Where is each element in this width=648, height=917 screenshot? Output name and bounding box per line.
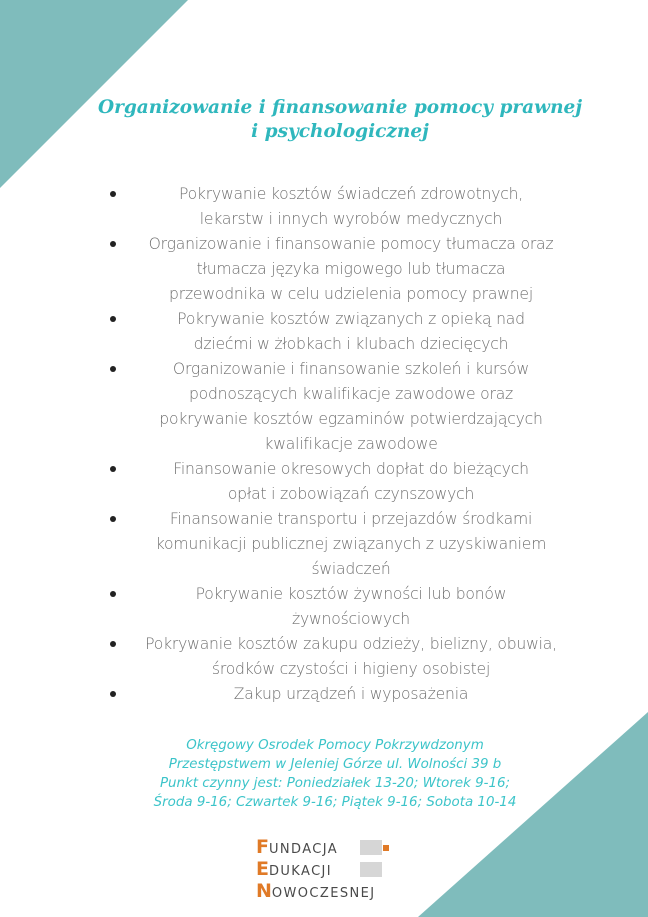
list-item-text: opłat i zobowiązań czynszowych [227,485,475,503]
list-item-text: Pokrywanie kosztów zakupu odzieży, bielizny, obuwia, [145,635,557,653]
bullet-icon [110,366,116,372]
bullet-icon [110,516,116,522]
page-title [60,96,620,144]
list-item [100,232,590,307]
bullet-icon [110,191,116,197]
list-item [100,682,590,707]
list-item [100,307,590,357]
top-left-triangle [0,0,188,188]
list-item [100,457,590,507]
bullet-icon [110,691,116,697]
logo-square-icon [360,840,382,855]
office-address: Przestępstwem w Jeleniej Górze ul. Wolności 39 b [168,757,502,772]
bullet-icon [110,316,116,322]
services-list [100,182,590,707]
office-info [100,736,570,812]
list-item-text: kwalifikacje zawodowe [264,435,438,453]
list-item-text: środków czystości i higieny osobistej [211,660,491,678]
bullet-icon [110,241,116,247]
list-item-text: podnoszących kwalifikacje zawodowe oraz [188,385,514,403]
top-left-corner-decoration [0,0,190,190]
logo-word: UNDACJA [268,842,339,857]
opening-hours-1: Punkt czynny jest: Poniedziałek 13-20; Wtorek 9-16; [159,776,510,791]
bullet-icon [110,591,116,597]
logo-word: DUKACJI [268,864,333,879]
list-item-text: tłumacza języka migowego lub tłumacza [196,260,506,278]
logo-square-icon [360,862,382,877]
title-line-1: Organizowanie i finansowanie pomocy prawnej [97,97,583,118]
office-name: Okręgowy Osrodek Pomocy Pokrzywdzonym [186,738,484,753]
list-item-text: Pokrywanie kosztów świadczeń zdrowotnych, [178,185,524,203]
foundation-logo [256,836,406,902]
title-line-2: i psychologicznej [251,121,429,142]
list-item-text: przewodnika w celu udzielenia pomocy prawnej [169,285,533,303]
list-item-text: Organizowanie i finansowanie szkoleń i kursów [172,360,530,378]
opening-hours-2: Środa 9-16; Czwartek 9-16; Piątek 9-16; Sobota 10-14 [153,795,517,810]
list-item [100,582,590,632]
list-item-text: Finansowanie transportu i przejazdów środkami [169,510,533,528]
list-item-text: komunikacji publicznej związanych z uzyskiwaniem [155,535,547,553]
list-item-text: świadczeń [311,560,391,578]
bullet-icon [110,641,116,647]
logo-line-3 [256,880,375,902]
logo-word: OWOCZESNEJ [271,886,376,901]
list-item-text: Organizowanie i finansowanie pomocy tłumacza oraz [148,235,554,253]
list-item-text: lekarstw i innych wyrobów medycznych [199,210,503,228]
list-item-text: Pokrywanie kosztów związanych z opieką nad [177,310,525,328]
bullet-icon [110,466,116,472]
logo-initial: F [256,836,269,858]
logo-initial: N [256,880,272,902]
list-item-text: Pokrywanie kosztów żywności lub bonów [195,585,507,603]
list-item-text: żywnościowych [291,610,410,628]
list-item-text: Zakup urządzeń i wyposażenia [233,685,469,703]
logo-initial: E [256,858,269,880]
logo-line-1 [256,836,338,858]
list-item-text: dziećmi w żłobkach i klubach dziecięcych [193,335,509,353]
list-item [100,357,590,457]
list-item-text: Finansowanie okresowych dopłat do bieżących [173,460,529,478]
logo-line-2 [256,858,332,880]
list-item [100,507,590,582]
list-item [100,182,590,232]
list-item-text: pokrywanie kosztów egzaminów potwierdzających [159,410,543,428]
logo-orange-dot-icon [383,845,389,851]
list-item [100,632,590,682]
